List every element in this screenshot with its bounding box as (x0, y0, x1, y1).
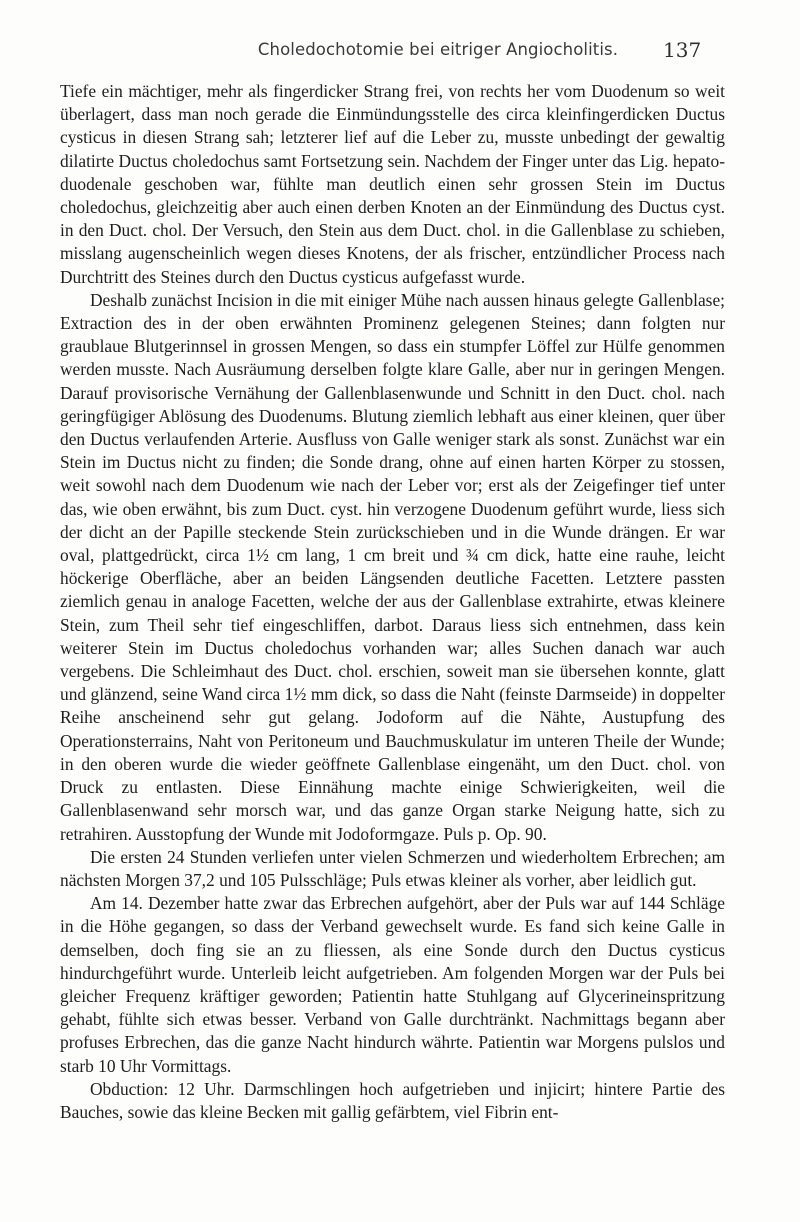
paragraph-december-14: Am 14. Dezember hatte zwar das Erbrechen aufgehört, aber der Puls war auf 144 Schläge in die Höhe gegangen, so dass der Verband gewechselt wurde. Es fand sich keine Galle in demselben, doch fing sie an zu fliessen, als eine Sonde durch den Ductus cysticus hindurchgeführt wurde. Unterleib leicht aufgetrieben. Am folgenden Morgen war der Puls bei gleicher Frequenz kräftiger geworden; Patientin hatte Stuhlgang auf Glycerineinspritzung gehabt, fühlte sich etwas besser. Verband von Galle durchtränkt. Nachmittags begann aber profuses Erbrechen, das die ganze Nacht hindurch währte. Patientin war Morgens pulslos und starb 10 Uhr Vormittags. (60, 893, 725, 1076)
page-number: 137 (663, 38, 702, 62)
paragraph-continuation: Tiefe ein mächtiger, mehr als fingerdicker Strang frei, von rechts her vom Duodenum so weit überlagert, dass man noch gerade die Einmündungsstelle des circa kleinfingerdicken Ductus cysticus in diesen Strang sah; letzterer lief auf die Leber zu, musste unbedingt der gewaltig dilatirte Ductus choledochus samt Fortsetzung sein. Nachdem der Finger unter das Lig. hepato-duodenale geschoben war, fühlte man deutlich einen sehr grossen Stein im Ductus choledochus, gleichzeitig aber auch einen derben Knoten an der Einmündung des Ductus cyst. in den Duct. chol. Der Versuch, den Stein aus dem Duct. chol. in die Gallenblase zu schieben, misslang augenscheinlich wegen dieses Knotens, der als frischer, entzündlicher Process nach Durchtritt des Steines durch den Ductus cysticus aufgefasst wurde. (60, 81, 725, 287)
body-text (60, 80, 725, 1124)
running-header: Choledochotomie bei eitriger Angiocholitis. (257, 40, 619, 59)
paragraph-first-24-hours: Die ersten 24 Stunden verliefen unter vielen Schmerzen und wiederholtem Erbrechen; am nächsten Morgen 37,2 und 105 Pulsschläge; Puls etwas kleiner als vorher, aber leidlich gut. (60, 846, 725, 890)
paragraph-obduction: Obduction: 12 Uhr. Darmschlingen hoch aufgetrieben und injicirt; hintere Partie des Bauches, sowie das kleine Becken mit gallig gefärbtem, viel Fibrin ent- (60, 1078, 725, 1122)
paragraph-operation: Deshalb zunächst Incision in die mit einiger Mühe nach aussen hinaus gelegte Gallenblase; Extraction des in der oben erwähnten Prominenz gelegenen Steines; dann folgten nur graublaue Blutgerinnsel in grossen Mengen, so dass ein stumpfer Löffel zur Hülfe genommen werden musste. Nach Ausräumung derselben folgte klare Galle, aber nur in geringen Mengen. Darauf provisorische Vernähung der Gallenblasenwunde und Schnitt in den Duct. chol. nach geringfügiger Ablösung des Duodenums. Blutung ziemlich lebhaft aus einer kleinen, quer über den Ductus verlaufenden Arterie. Ausfluss von Galle weniger stark als sonst. Zunächst war ein Stein im Ductus nicht zu finden; die Sonde drang, ohne auf einen harten Körper zu stossen, weit sowohl nach dem Duodenum wie nach der Leber vor; erst als der Zeigefinger tief unter das, wie oben erwähnt, bis zum Duct. cyst. hin verzogene Duodenum geführt wurde, liess sich der dicht an der Papille steckende Stein zurückschieben und in die Wunde drängen. Er war oval, plattgedrückt, circa 1½ cm lang, 1 cm breit und ¾ cm dick, hatte eine rauhe, leicht höckerige Oberfläche, aber an beiden Längsenden deutliche Facetten. Letztere passten ziemlich genau in analoge Facetten, welche der aus der Gallenblase extrahirte, etwas kleinere Stein, zum Theil sehr tief eingeschliffen, darbot. Daraus liess sich entnehmen, dass kein weiterer Stein im Ductus choledochus vorhanden war; alles Suchen danach war auch vergebens. Die Schleimhaut des Duct. chol. erschien, soweit man sie übersehen konnte, glatt und glänzend, seine Wand circa 1½ mm dick, so dass die Naht (feinste Darmseide) in doppelter Reihe anscheinend sehr gut gelang. Jodoform auf die Nähte, Austupfung des Operationsterrains, Naht von Peritoneum und Bauchmuskulatur im unteren Theile der Wunde; in den oberen wurde die wieder geöffnete Gallenblase eingenäht, um den Duct. chol. von Druck zu entlasten. Diese Einnähung machte einige Schwierigkeiten, weil die Gallenblasenwand sehr morsch war, und das ganze Organ starke Neigung hatte, sich zu retrahiren. Ausstopfung der Wunde mit Jodoformgaze. Puls p. Op. 90. (60, 289, 725, 844)
